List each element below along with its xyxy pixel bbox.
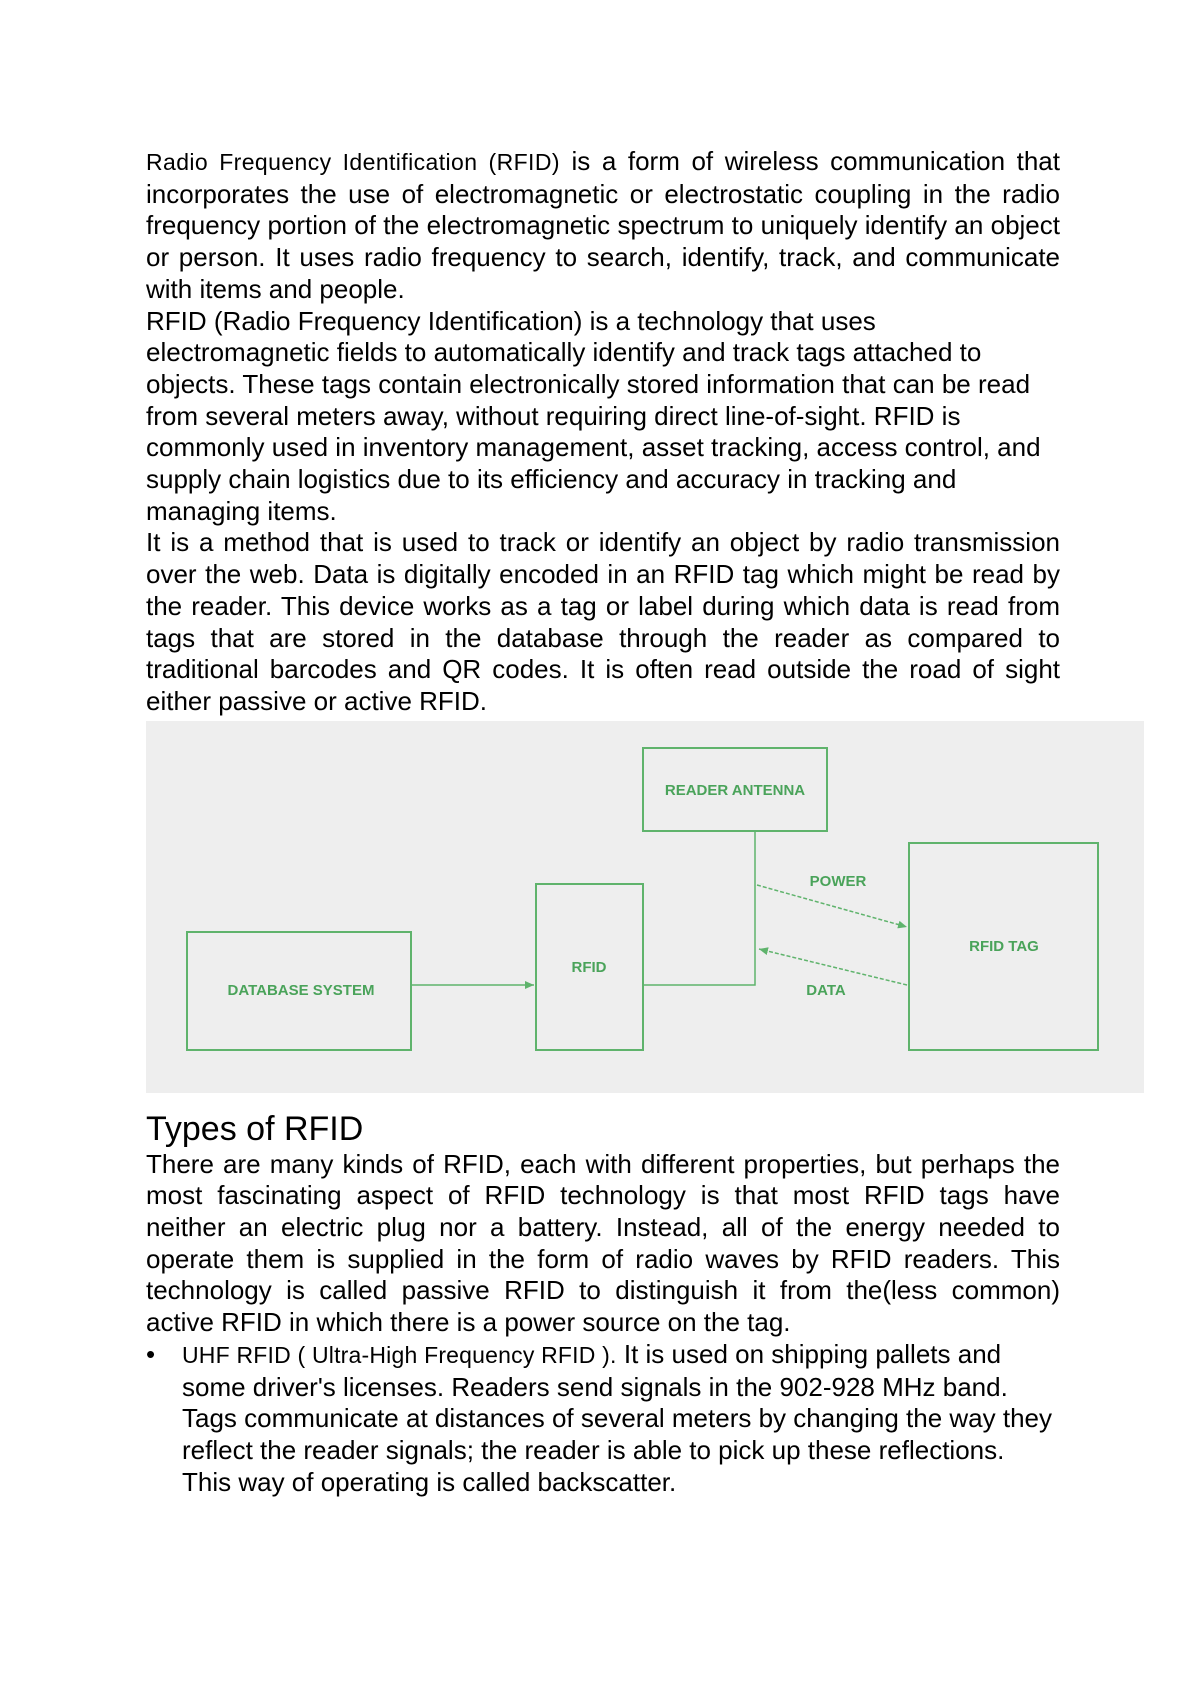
uhf-rfid-term: UHF RFID ( Ultra-High Frequency RFID ). — [182, 1341, 617, 1368]
rfid-method-paragraph: It is a method that is used to track or identify an object by radio transmission over the web. Data is digitally encoded in an RFID tag which might be read by the reader. This device works as a tag or label during which data is read from tags that are stored in the database through the reader as compared to traditional barcodes and QR codes. It is often read outside the road of sight either passive or active RFID. — [146, 527, 1060, 716]
rfid-diagram-canvas — [146, 721, 1144, 1093]
uhf-rfid-description: It is used on shipping pallets and some driver's licenses. Readers send signals in the 902-928 MHz band. Tags communicate at distances of several meters by changing the way they reflect the reader signals; the reader is able to pick up these reflections. This way of operating is called backscatter. — [182, 1338, 1052, 1497]
rfid-definition-text: is a form of wireless communication that incorporates the use of electromagnetic or electrostatic coupling in the radio frequency portion of the electromagnetic spectrum to uniquely identify an object or person. It uses radio frequency to search, identify, track, and communicate with items and people. — [146, 146, 1060, 304]
data-label: DATA — [806, 981, 846, 999]
list-item — [146, 1339, 1060, 1499]
power-label: POWER — [809, 872, 867, 890]
document-page — [146, 146, 1060, 1498]
types-of-rfid-heading: Types of RFID — [146, 1109, 364, 1148]
diagram-background — [146, 721, 1144, 1093]
rfid-types-list — [146, 1339, 1060, 1499]
rfid-diagram — [146, 721, 1144, 1093]
rfid-tag-label: RFID TAG — [969, 937, 1039, 955]
rfid-definition-lead: Radio Frequency Identification (RFID) — [146, 149, 560, 175]
rfid-reader-label: RFID — [571, 958, 607, 976]
bullet-icon: • — [146, 1338, 156, 1369]
reader-antenna-label: READER ANTENNA — [664, 781, 806, 799]
types-intro-paragraph: There are many kinds of RFID, each with different properties, but perhaps the most fascinating aspect of RFID technology is that most RFID tags have neither an electric plug nor a battery. Instead, all of the energy needed to operate them is supplied in the form of radio waves by RFID readers. This technology is called passive RFID to distinguish it from the(less common) active RFID in which there is a power source on the tag. — [146, 1148, 1060, 1338]
rfid-technology-paragraph: RFID (Radio Frequency Identification) is a technology that uses electromagnetic fields to automatically identify and track tags attached to objects. These tags contain electronically stored information that can be read from several meters away, without requiring direct line-of-sight. RFID is commonly used in inventory management, asset tracking, access control, and supply chain logistics due to its efficiency and accuracy in tracking and managing items. — [146, 305, 1041, 526]
intro-paragraph — [146, 146, 1060, 306]
database-system-label: DATABASE SYSTEM — [227, 981, 375, 999]
